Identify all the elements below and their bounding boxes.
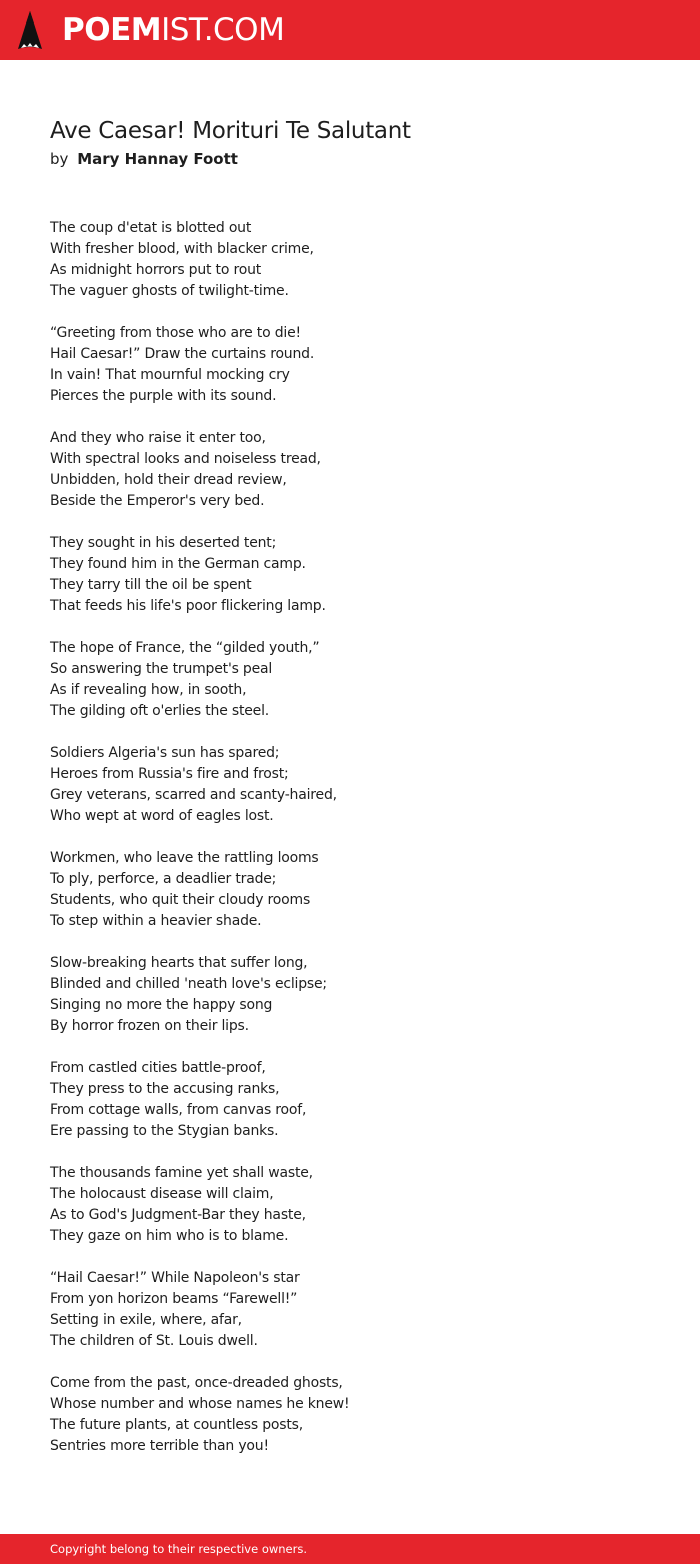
stanza bbox=[50, 1163, 650, 1247]
poem-line: “Hail Caesar!” While Napoleon's star bbox=[50, 1270, 300, 1286]
poem-line: They tarry till the oil be spent bbox=[50, 577, 252, 593]
poem-line: By horror frozen on their lips. bbox=[50, 1018, 249, 1034]
poem-line: Heroes from Russia's fire and frost; bbox=[50, 766, 289, 782]
stanza bbox=[50, 1373, 650, 1457]
poem-line: Blinded and chilled 'neath love's eclipse; bbox=[50, 976, 327, 992]
poem-line: That feeds his life's poor flickering lamp. bbox=[50, 598, 326, 614]
stanza bbox=[50, 953, 650, 1037]
poem-line: Come from the past, once-dreaded ghosts, bbox=[50, 1375, 343, 1391]
poem-line: They found him in the German camp. bbox=[50, 556, 306, 572]
poem-line: They sought in his deserted tent; bbox=[50, 535, 277, 551]
byline bbox=[50, 148, 238, 170]
copyright-notice: Copyright belong to their respective owners. bbox=[50, 1542, 308, 1556]
stanza bbox=[50, 323, 650, 407]
poem-line: With fresher blood, with blacker crime, bbox=[50, 241, 314, 257]
poem-line: From castled cities battle-proof, bbox=[50, 1060, 266, 1076]
poem-title: Ave Caesar! Morituri Te Salutant bbox=[50, 118, 411, 144]
stanza bbox=[50, 218, 650, 302]
poem-line: The future plants, at countless posts, bbox=[50, 1417, 304, 1433]
poem-line: Whose number and whose names he knew! bbox=[50, 1396, 350, 1412]
poem-line: “Greeting from those who are to die! bbox=[50, 325, 301, 341]
stanza bbox=[50, 1268, 650, 1352]
site-footer bbox=[0, 1534, 700, 1564]
poem-line: From cottage walls, from canvas roof, bbox=[50, 1102, 307, 1118]
poem-line: So answering the trumpet's peal bbox=[50, 661, 273, 677]
poem-line: The thousands famine yet shall waste, bbox=[50, 1165, 313, 1181]
site-header bbox=[0, 0, 700, 60]
poem-line: Sentries more terrible than you! bbox=[50, 1438, 269, 1454]
stanza bbox=[50, 533, 650, 617]
poem-line: And they who raise it enter too, bbox=[50, 430, 266, 446]
poem-line: To step within a heavier shade. bbox=[50, 913, 262, 929]
poem-line: Pierces the purple with its sound. bbox=[50, 388, 277, 404]
logo-text-bold: POEM bbox=[62, 12, 162, 48]
poem-line: From yon horizon beams “Farewell!” bbox=[50, 1291, 298, 1307]
poem-line: In vain! That mournful mocking cry bbox=[50, 367, 290, 383]
poem-line: Slow-breaking hearts that suffer long, bbox=[50, 955, 308, 971]
poem-line: With spectral looks and noiseless tread, bbox=[50, 451, 321, 467]
poem-line: As midnight horrors put to rout bbox=[50, 262, 262, 278]
poem-line: Students, who quit their cloudy rooms bbox=[50, 892, 311, 908]
poem-line: To ply, perforce, a deadlier trade; bbox=[50, 871, 277, 887]
stanza bbox=[50, 1058, 650, 1142]
poem-line: As if revealing how, in sooth, bbox=[50, 682, 247, 698]
poem-line: Ere passing to the Stygian banks. bbox=[50, 1123, 279, 1139]
poem-line: Hail Caesar!” Draw the curtains round. bbox=[50, 346, 315, 362]
stanza bbox=[50, 848, 650, 932]
poem-line: Soldiers Algeria's sun has spared; bbox=[50, 745, 280, 761]
stanza bbox=[50, 638, 650, 722]
poem-line: Unbidden, hold their dread review, bbox=[50, 472, 287, 488]
poem-line: The vaguer ghosts of twilight-time. bbox=[50, 283, 289, 299]
poem-line: Singing no more the happy song bbox=[50, 997, 273, 1013]
poem-line: Workmen, who leave the rattling looms bbox=[50, 850, 319, 866]
poem-line: Grey veterans, scarred and scanty-haired, bbox=[50, 787, 337, 803]
poem-line: Setting in exile, where, afar, bbox=[50, 1312, 242, 1328]
site-logo[interactable] bbox=[62, 12, 284, 48]
poem-line: The holocaust disease will claim, bbox=[50, 1186, 274, 1202]
poem-line: They gaze on him who is to blame. bbox=[50, 1228, 289, 1244]
pencil-tip-icon bbox=[16, 9, 44, 53]
poem-line: They press to the accusing ranks, bbox=[50, 1081, 280, 1097]
logo-text-light: IST.COM bbox=[161, 12, 285, 48]
poem-line: The hope of France, the “gilded youth,” bbox=[50, 640, 320, 656]
stanza bbox=[50, 428, 650, 512]
by-label: by bbox=[50, 150, 69, 168]
stanza bbox=[50, 743, 650, 827]
poem-line: The children of St. Louis dwell. bbox=[50, 1333, 258, 1349]
author-name: Mary Hannay Foott bbox=[77, 150, 238, 168]
poem-line: Who wept at word of eagles lost. bbox=[50, 808, 274, 824]
poem-body bbox=[50, 218, 650, 1478]
poem-line: The coup d'etat is blotted out bbox=[50, 220, 252, 236]
poem-line: Beside the Emperor's very bed. bbox=[50, 493, 265, 509]
poem-line: As to God's Judgment-Bar they haste, bbox=[50, 1207, 306, 1223]
poem-line: The gilding oft o'erlies the steel. bbox=[50, 703, 270, 719]
